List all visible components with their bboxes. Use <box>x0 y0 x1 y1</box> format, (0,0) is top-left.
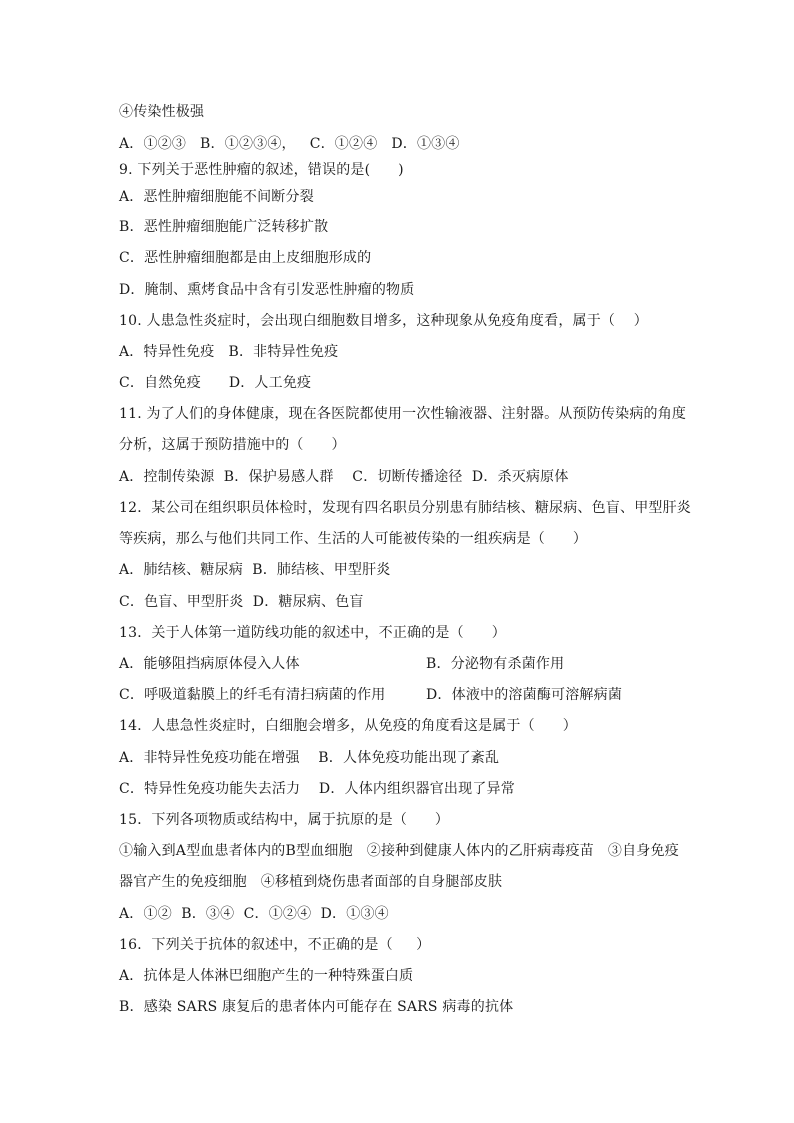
question-14: 14．人患急性炎症时，白细胞会增多，从免疫的角度看这是属于（ ） <box>119 718 577 734</box>
question-11-cont: 分析，这属于预防措施中的（ ） <box>119 437 346 453</box>
question-15-items-cont: 器官产生的免疫细胞 ④移植到烧伤患者面部的自身腿部皮肤 <box>119 874 503 890</box>
options-row: A．①② B．③④ C．①②④ D．①③④ <box>119 906 389 922</box>
options-row: A．肺结核、糖尿病 B．肺结核、甲型肝炎 <box>119 562 391 578</box>
question-11: 11. 为了人们的身体健康，现在各医院都使用一次性输液器、注射器。从预防传染病的角度 <box>119 406 687 422</box>
text-line: ④传染性极强 <box>119 104 205 120</box>
question-12-cont: 等疾病，那么与他们共同工作、生活的人可能被传染的一组疾病是（ ） <box>119 531 588 547</box>
option-a: A．能够阻挡病原体侵入人体 <box>119 656 300 672</box>
question-13: 13．关于人体第一道防线功能的叙述中，不正确的是（ ） <box>119 625 506 641</box>
option-c: C．呼吸道黏膜上的纤毛有清扫病菌的作用 <box>119 687 386 703</box>
question-9: 9. 下列关于恶性肿瘤的叙述，错误的是( ) <box>119 162 404 178</box>
option-b: B．分泌物有杀菌作用 <box>426 656 565 672</box>
option-b: B．感染 SARS 康复后的患者体内可能存在 SARS 病毒的抗体 <box>119 999 514 1015</box>
options-row: C．自然免疫 D．人工免疫 <box>119 375 312 391</box>
question-16: 16．下列关于抗体的叙述中，不正确的是（ ） <box>119 937 431 953</box>
option-a: A．抗体是人体淋巴细胞产生的一种特殊蛋白质 <box>119 968 414 984</box>
option-d: D．体液中的溶菌酶可溶解病菌 <box>426 687 623 703</box>
text-line: A．①②③ B．①②③④， C．①②④ D．①③④ <box>119 136 460 152</box>
question-15: 15．下列各项物质或结构中，属于抗原的是（ ） <box>119 812 450 828</box>
options-row: C．色盲、甲型肝炎 D．糖尿病、色盲 <box>119 594 364 610</box>
options-row: A．特异性免疫 B．非特异性免疫 <box>119 344 339 360</box>
option-b: B．恶性肿瘤细胞能广泛转移扩散 <box>119 219 329 235</box>
options-row: A．非特异性免疫功能在增强 B．人体免疫功能出现了紊乱 <box>119 750 500 766</box>
options-row: A．控制传染源 B．保护易感人群 C．切断传播途径 D．杀灭病原体 <box>119 469 569 485</box>
option-a: A．恶性肿瘤细胞能不间断分裂 <box>119 189 314 205</box>
option-c: C．恶性肿瘤细胞都是由上皮细胞形成的 <box>119 250 372 266</box>
question-15-items: ①输入到A型血患者体内的B型血细胞 ②接种到健康人体内的乙肝病毒疫苗 ③自身免疫 <box>119 843 679 859</box>
option-d: D．腌制、熏烤食品中含有引发恶性肿瘤的物质 <box>119 282 415 298</box>
options-row: C．特异性免疫功能失去活力 D．人体内组织器官出现了异常 <box>119 781 515 797</box>
question-10: 10. 人患急性炎症时，会出现白细胞数目增多，这种现象从免疫角度看，属于（ ） <box>119 313 648 329</box>
question-12: 12．某公司在组织职员体检时，发现有四名职员分别患有肺结核、糖尿病、色盲、甲型肝炎 <box>119 500 692 516</box>
